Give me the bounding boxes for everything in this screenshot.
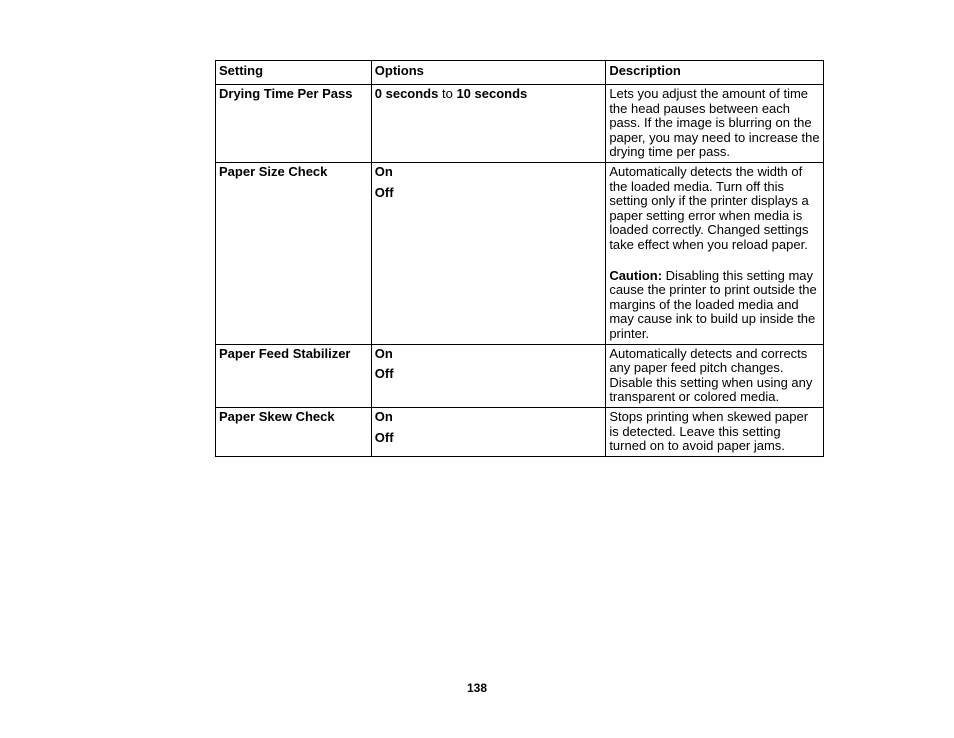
options-cell	[371, 344, 606, 407]
options-cell	[371, 85, 606, 163]
header-description: Description	[606, 61, 824, 85]
option-on: On	[374, 345, 393, 361]
option-range-to: 10 seconds	[456, 86, 528, 101]
option-on: On	[374, 164, 393, 179]
description-cell: Lets you adjust the amount of time the head pauses between each pass. If the image is blurring on the paper, you may need to increase the drying time per pass.	[606, 85, 824, 163]
caution-label: Caution:	[609, 267, 663, 283]
option-off: Off	[374, 429, 394, 445]
table-row	[216, 163, 824, 345]
table-row	[216, 85, 824, 163]
setting-name: Paper Skew Check	[216, 407, 372, 456]
table-header-row	[216, 61, 824, 85]
caution-note	[609, 269, 820, 342]
settings-table	[215, 60, 824, 457]
header-setting: Setting	[216, 61, 372, 85]
option-off: Off	[374, 366, 394, 382]
caution-text: Disabling this setting may cause the printer to print outside the margins of the loaded media and may cause ink to build up inside the printer.	[609, 267, 817, 341]
description-cell: Stops printing when skewed paper is detected. Leave this setting turned on to avoid paper jams.	[606, 407, 824, 456]
option-range	[375, 87, 603, 102]
option-off: Off	[374, 184, 394, 200]
description-text: Automatically detects the width of the loaded media. Turn off this setting only if the printer displays a paper setting error when media is loaded correctly. Changed settings take effect when you reload paper.	[609, 164, 809, 252]
description-cell	[606, 163, 824, 345]
options-cell	[371, 163, 606, 345]
header-options: Options	[371, 61, 606, 85]
option-range-from: 0 seconds	[374, 86, 439, 101]
setting-name: Paper Feed Stabilizer	[216, 344, 372, 407]
setting-name: Drying Time Per Pass	[216, 85, 372, 163]
setting-name: Paper Size Check	[216, 163, 372, 345]
table-row	[216, 407, 824, 456]
table-row	[216, 344, 824, 407]
option-range-joiner: to	[438, 86, 457, 101]
option-on: On	[374, 408, 393, 424]
page-number: 138	[466, 681, 488, 695]
description-cell: Automatically detects and corrects any paper feed pitch changes. Disable this setting when using any transparent or colored media.	[606, 344, 824, 407]
options-cell	[371, 407, 606, 456]
